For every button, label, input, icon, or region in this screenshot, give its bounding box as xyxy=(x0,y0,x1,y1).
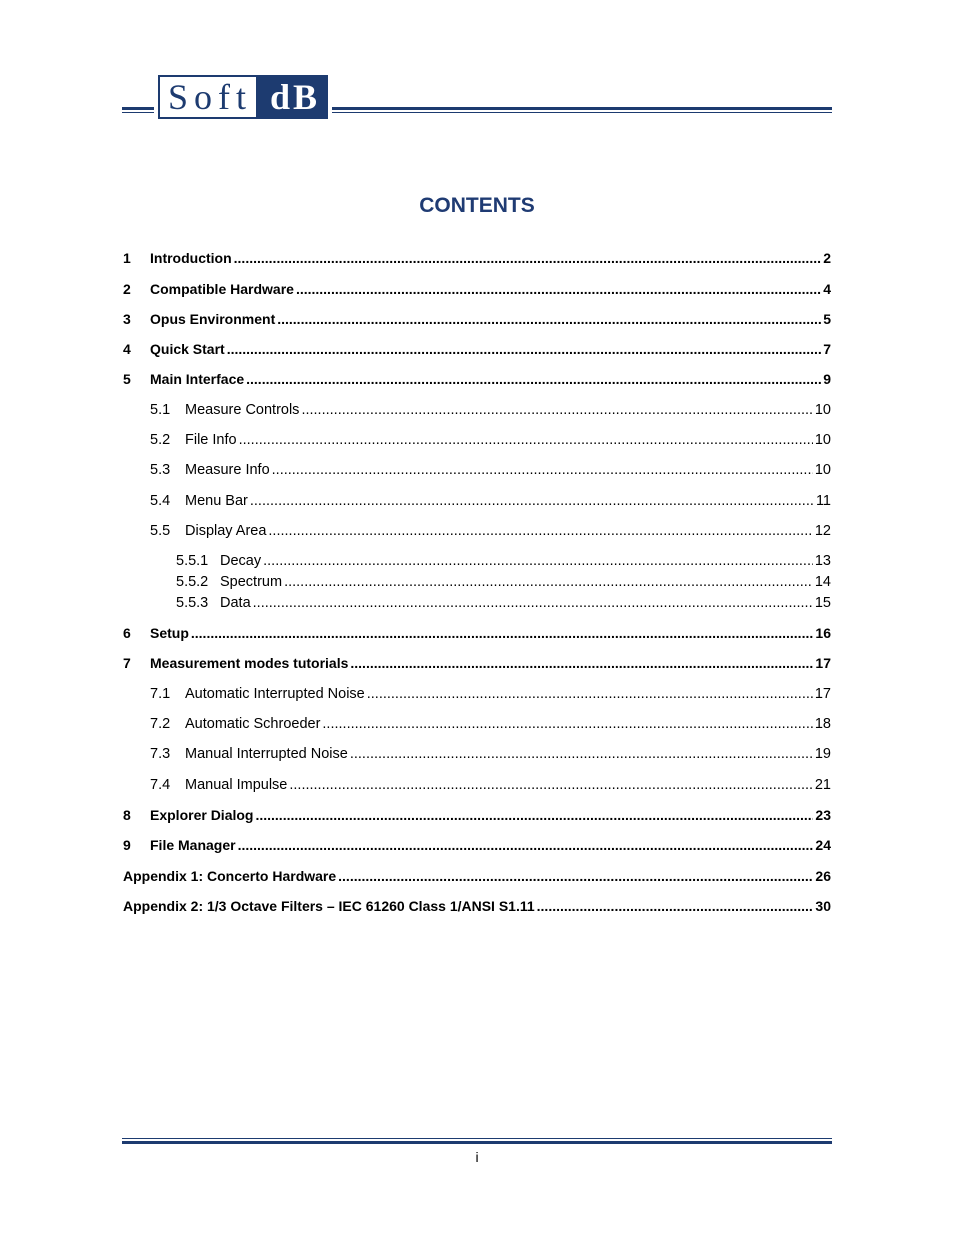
toc-label: Explorer Dialog xyxy=(150,807,254,823)
toc-leader xyxy=(350,746,813,762)
page-header xyxy=(122,74,832,120)
toc-page: 18 xyxy=(814,716,831,732)
toc-label: Appendix 2: 1/3 Octave Filters – IEC 61260 Class 1/ANSI S1.11 xyxy=(123,898,535,914)
toc-entry[interactable] xyxy=(123,716,831,736)
toc-leader xyxy=(284,574,813,590)
toc-page: 10 xyxy=(814,402,831,418)
toc-label: Display Area xyxy=(185,523,267,539)
toc-entry[interactable] xyxy=(123,371,831,391)
toc-number: 7.3 xyxy=(150,746,171,762)
toc-leader xyxy=(289,777,813,793)
toc-entry[interactable] xyxy=(123,837,831,857)
toc-label: Measurement modes tutorials xyxy=(150,655,349,671)
toc-label: Measure Controls xyxy=(185,402,300,418)
toc-label: Manual Impulse xyxy=(185,777,288,793)
toc-number: 5 xyxy=(123,371,131,387)
toc-number: 7 xyxy=(123,655,131,671)
toc-leader xyxy=(338,868,813,884)
toc-number: 5.3 xyxy=(150,462,171,478)
toc-leader xyxy=(301,402,812,418)
toc-number: 5.5.3 xyxy=(176,595,209,611)
toc-entry[interactable] xyxy=(123,746,831,766)
toc-entry[interactable] xyxy=(123,868,831,888)
toc-label: Manual Interrupted Noise xyxy=(185,746,348,762)
toc-label: Menu Bar xyxy=(185,493,248,509)
page-number: i xyxy=(475,1149,479,1165)
toc-page: 21 xyxy=(814,777,831,793)
toc-entry[interactable] xyxy=(123,595,831,615)
toc-leader xyxy=(227,341,822,357)
toc-label: Opus Environment xyxy=(150,311,276,327)
toc-label: Data xyxy=(220,595,251,611)
page-title: CONTENTS xyxy=(419,194,535,217)
toc-entry[interactable] xyxy=(123,625,831,645)
toc-leader xyxy=(250,493,814,509)
toc-number: 1 xyxy=(123,250,131,266)
toc-entry[interactable] xyxy=(123,777,831,797)
toc-label: Appendix 1: Concerto Hardware xyxy=(123,868,337,884)
toc-number: 5.5.2 xyxy=(176,574,209,590)
toc-number: 5.5.1 xyxy=(176,553,209,569)
toc-number: 5.1 xyxy=(150,402,171,418)
toc-number: 7.1 xyxy=(150,686,171,702)
toc-page: 13 xyxy=(814,553,831,569)
toc-leader xyxy=(239,432,813,448)
toc-entry[interactable] xyxy=(123,553,831,573)
toc-number: 2 xyxy=(123,281,131,297)
toc-label: Measure Info xyxy=(185,462,270,478)
toc-label: Main Interface xyxy=(150,371,245,387)
toc-entry[interactable] xyxy=(123,898,831,918)
toc-page: 14 xyxy=(814,574,831,590)
toc-label: File Manager xyxy=(150,837,236,853)
toc-leader xyxy=(277,311,821,327)
toc-page: 2 xyxy=(823,250,831,266)
logo-text-soft: Soft xyxy=(158,75,258,119)
softdb-logo xyxy=(154,75,332,119)
toc-entry[interactable] xyxy=(123,807,831,827)
toc-number: 8 xyxy=(123,807,131,823)
toc-label: Quick Start xyxy=(150,341,225,357)
toc-leader xyxy=(238,837,814,853)
toc-entry[interactable] xyxy=(123,462,831,482)
toc-leader xyxy=(268,523,812,539)
toc-page: 23 xyxy=(815,807,831,823)
toc-leader xyxy=(322,716,812,732)
toc-number: 4 xyxy=(123,341,131,357)
toc-leader xyxy=(234,250,822,266)
toc-page: 19 xyxy=(814,746,831,762)
toc-page: 5 xyxy=(823,311,831,327)
footer-rule-thin xyxy=(122,1138,832,1139)
toc-page: 17 xyxy=(814,686,831,702)
toc-number: 9 xyxy=(123,837,131,853)
toc-entry[interactable] xyxy=(123,574,831,594)
toc-leader xyxy=(191,625,814,641)
toc-page: 17 xyxy=(815,655,831,671)
toc-page: 24 xyxy=(815,837,831,853)
toc-number: 7.4 xyxy=(150,777,171,793)
toc-number: 3 xyxy=(123,311,131,327)
toc-entry[interactable] xyxy=(123,341,831,361)
toc-entry[interactable] xyxy=(123,311,831,331)
toc-number: 5.4 xyxy=(150,493,171,509)
toc-leader xyxy=(255,807,813,823)
toc-page: 9 xyxy=(823,371,831,387)
toc-label: Automatic Schroeder xyxy=(185,716,321,732)
toc-entry[interactable] xyxy=(123,402,831,422)
toc-leader xyxy=(272,462,813,478)
toc-page: 15 xyxy=(814,595,831,611)
toc-page: 11 xyxy=(815,493,831,509)
toc-page: 4 xyxy=(823,281,831,297)
toc-entry[interactable] xyxy=(123,686,831,706)
toc-label: Introduction xyxy=(150,250,232,266)
toc-label: Compatible Hardware xyxy=(150,281,294,297)
toc-leader xyxy=(367,686,813,702)
toc-page: 12 xyxy=(814,523,831,539)
footer-rule-thick xyxy=(122,1141,832,1144)
logo-text-db: dB xyxy=(258,75,328,119)
toc-number: 7.2 xyxy=(150,716,171,732)
toc-label: Spectrum xyxy=(220,574,283,590)
toc-page: 7 xyxy=(823,341,831,357)
toc-label: Decay xyxy=(220,553,262,569)
toc-page: 16 xyxy=(815,625,831,641)
toc-number: 5.5 xyxy=(150,523,171,539)
toc-entry[interactable] xyxy=(123,281,831,301)
toc-page: 26 xyxy=(815,868,831,884)
toc-label: Automatic Interrupted Noise xyxy=(185,686,365,702)
toc-entry[interactable] xyxy=(123,493,831,513)
toc-page: 10 xyxy=(814,462,831,478)
toc-page: 10 xyxy=(814,432,831,448)
toc-page: 30 xyxy=(815,898,831,914)
toc-leader xyxy=(263,553,813,569)
toc-leader xyxy=(350,655,813,671)
toc-leader xyxy=(537,898,814,914)
toc-leader xyxy=(253,595,813,611)
toc-label: Setup xyxy=(150,625,189,641)
toc-entry[interactable] xyxy=(123,655,831,675)
toc-leader xyxy=(246,371,821,387)
toc-leader xyxy=(296,281,821,297)
toc-number: 5.2 xyxy=(150,432,171,448)
toc-entry[interactable] xyxy=(123,523,831,543)
toc-label: File Info xyxy=(185,432,237,448)
toc-entry[interactable] xyxy=(123,250,831,270)
toc-number: 6 xyxy=(123,625,131,641)
toc-entry[interactable] xyxy=(123,432,831,452)
